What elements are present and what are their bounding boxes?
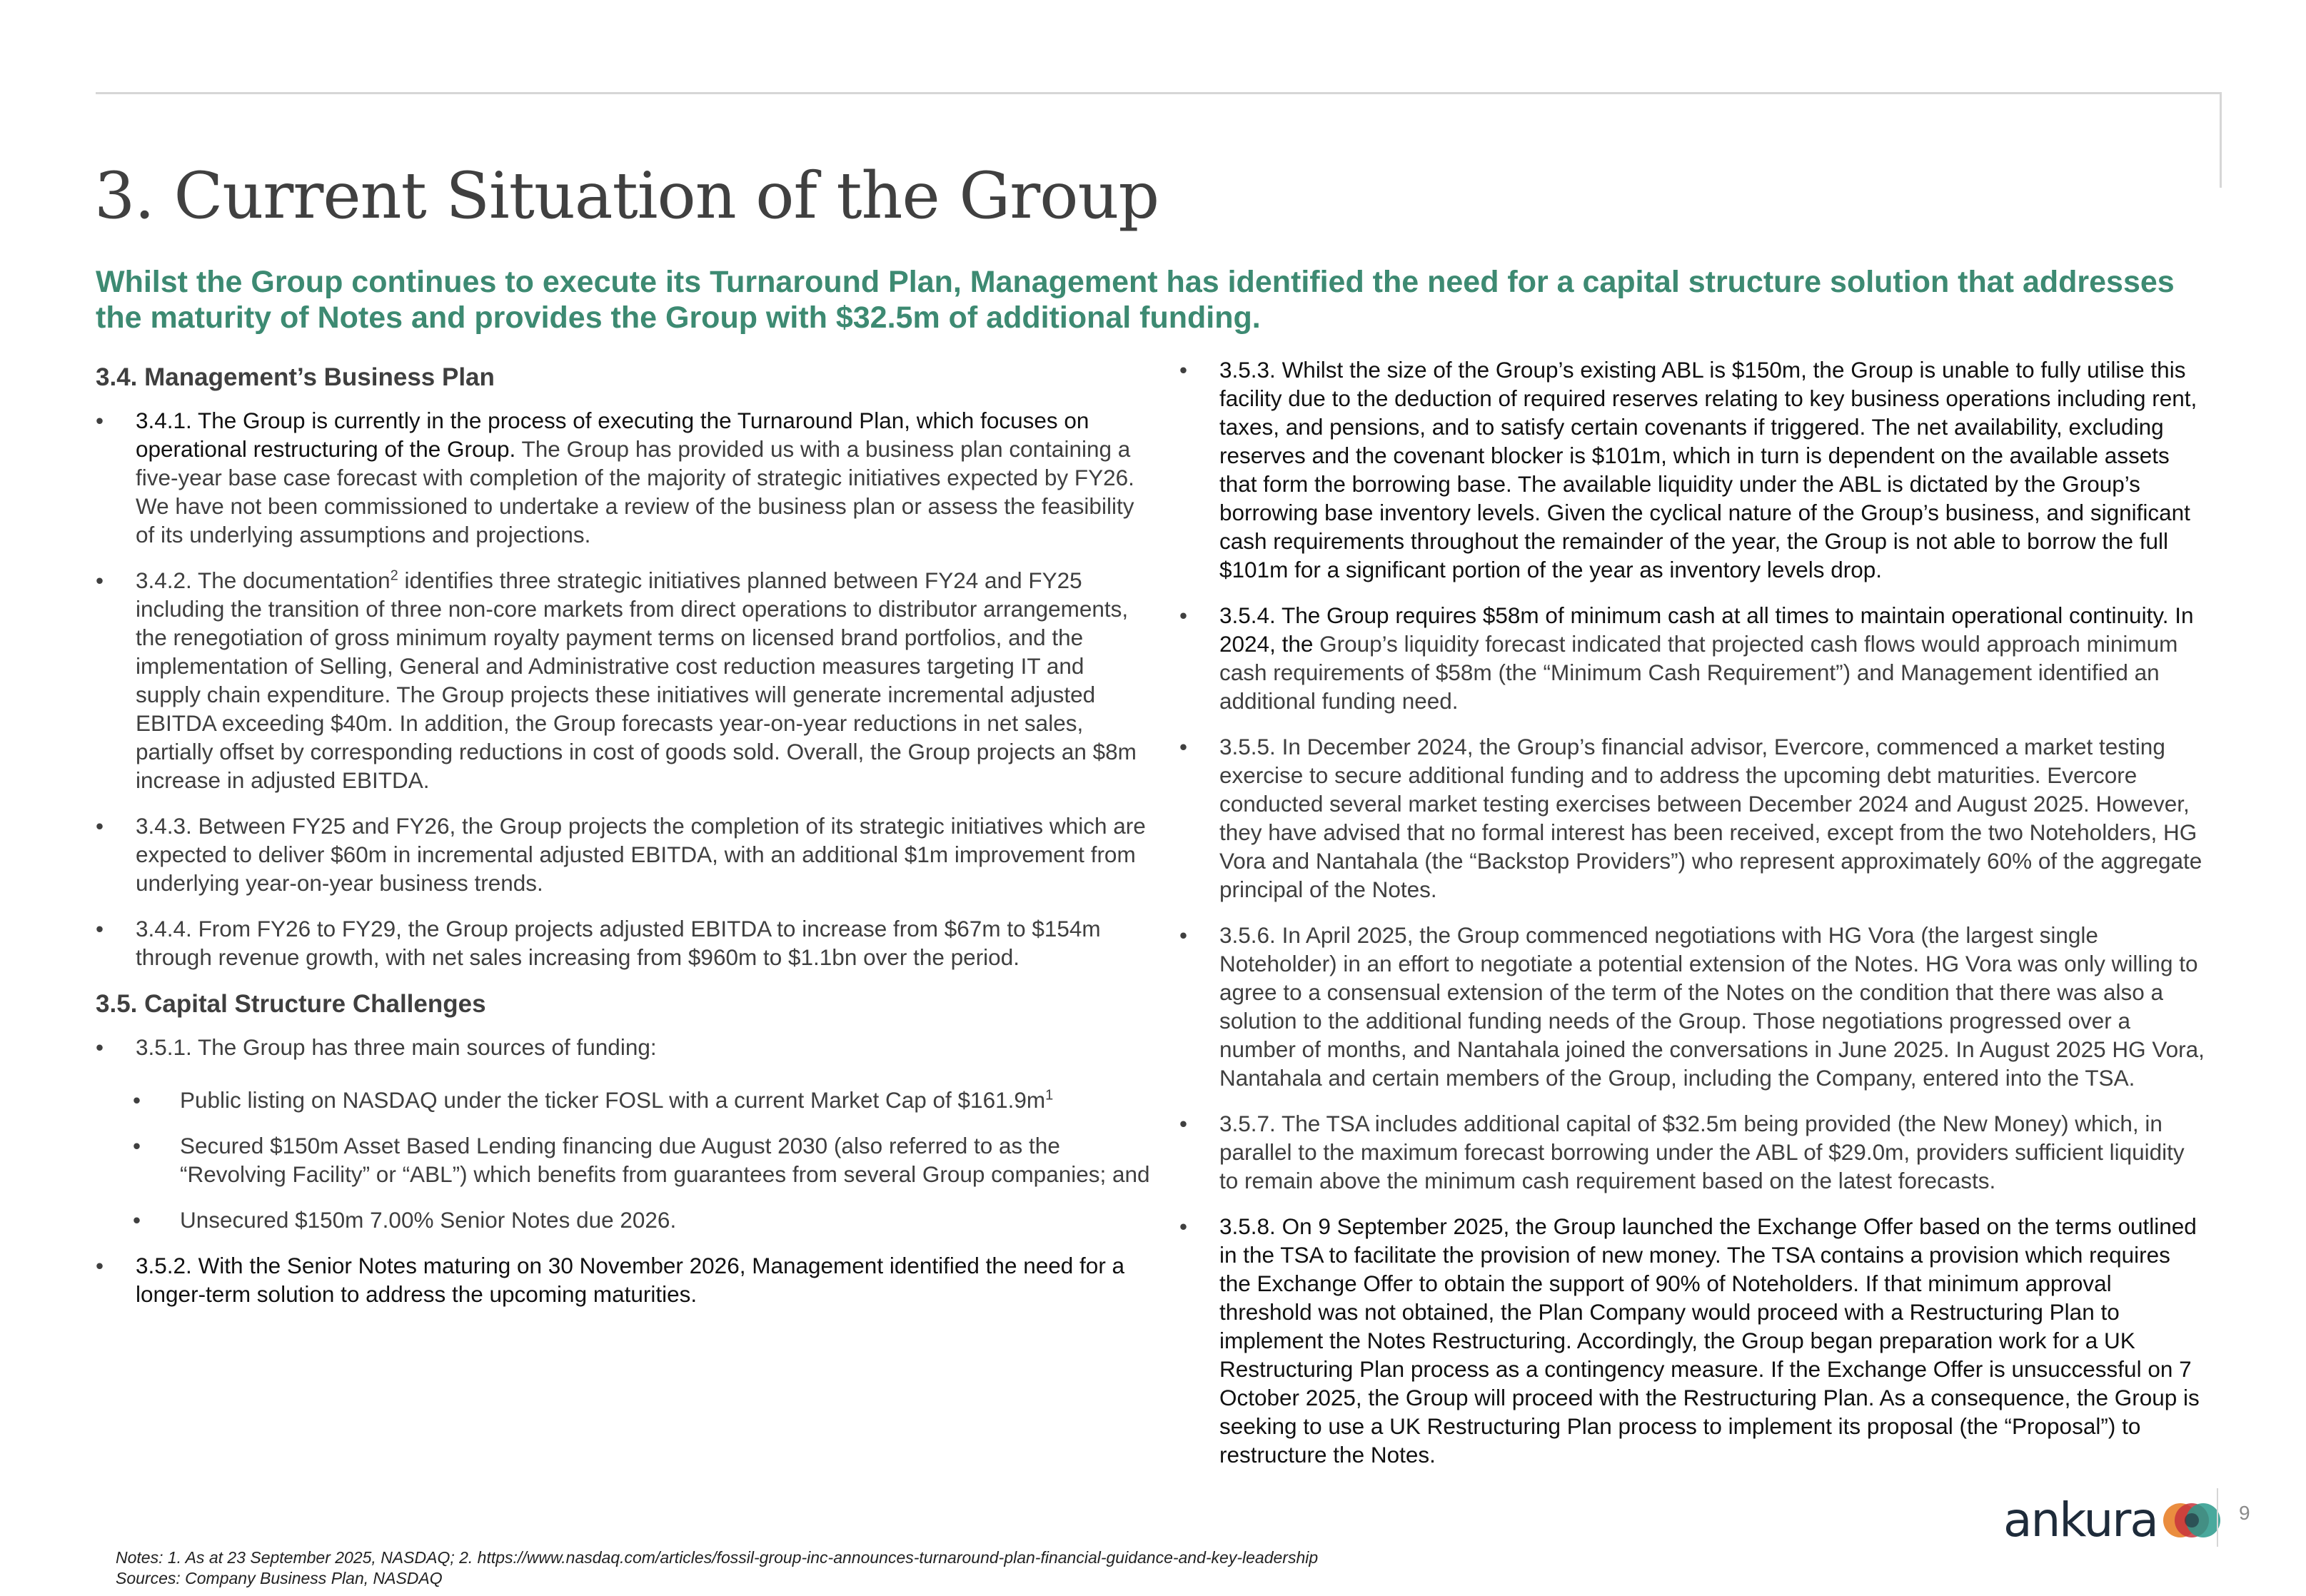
left-column <box>96 362 1152 1325</box>
logo-circles-icon <box>2162 1497 2222 1543</box>
list-item-3-5-6: • 3.5.6. In April 2025, the Group commenced negotiations with HG Vora (the largest single Noteholder) in an effort to negotiate a potential extension of the Notes. HG Vora was only willing to agree to a consensual extension of the term of the Notes on the condition that there was also a solution to the additional funding needs of the Group. Those negotiations progressed over a number of months, and Nantahala joined the conversations in June 2025. In August 2025 HG Vora, Nantahala and certain members of the Group, including the Company, entered into the TSA. <box>1179 921 2207 1092</box>
p342-a: 3.4.2. The documentation <box>136 567 391 593</box>
section-heading-business-plan: 3.4. Management’s Business Plan <box>96 363 495 391</box>
right-column <box>1179 355 2207 1486</box>
top-right-rule <box>2220 92 2222 188</box>
funding-item-nasdaq <box>96 1086 1152 1114</box>
funding-item-abl: • Secured $150m Asset Based Lending financing due August 2030 (also referred to as the “Revolving Facility” or “ABL”) which benefits from guarantees from several Group companies; and <box>96 1131 1152 1188</box>
sub1-text: Public listing on NASDAQ under the ticker FOSL with a current Market Cap of $161.9m <box>180 1087 1046 1113</box>
list-item-3-5-2: • 3.5.2. With the Senior Notes maturing on 30 November 2026, Management identified the need for a longer-term solution to address the upcoming maturities. <box>96 1251 1152 1308</box>
p342-b: identifies three strategic initiatives planned between FY24 and FY25 including the transition of three non-core markets from direct operations to distributor arrangements, the renegotiation of gross minimum royalty payment terms on licensed brand portfolios, and the implementation of Selling, General and Administrative cost reduction measures targeting IT and supply chain expenditure. The Group projects these initiatives will generate incremental adjusted EBITDA exceeding $40m. In addition, the Group forecasts year-on-year reductions in net sales, partially offset by corresponding reductions in cost of goods sold. Overall, the Group projects an $8m increase in adjusted EBITDA. <box>136 567 1137 793</box>
capital-structure-list <box>96 1033 1152 1308</box>
top-rule <box>96 92 2222 94</box>
p354-lead: 3.5.4. The Group requires $58m of minimum cash at all times to maintain operational continuity. In 2024, the <box>1219 602 2194 657</box>
section-heading-capital-structure: 3.5. Capital Structure Challenges <box>96 990 486 1018</box>
capital-structure-list-cont <box>1179 355 2207 1469</box>
page-title: 3. Current Situation of the Group <box>94 158 1159 233</box>
list-item-3-5-8: • 3.5.8. On 9 September 2025, the Group launched the Exchange Offer based on the terms outlined in the TSA to facilitate the provision of new money. The TSA contains a provision which requires the Exchange Offer to obtain the support of 90% of Noteholders. If that minimum approval threshold was not obtained, the Plan Company would proceed with a Restructuring Plan to implement the Notes Restructuring. Accordingly, the Group began preparation work for a UK Restructuring Plan process as a contingency measure. If the Exchange Offer is unsuccessful on 7 October 2025, the Group will proceed with the Restructuring Plan. As a consequence, the Group is seeking to use a UK Restructuring Plan process to implement its proposal (the “Proposal”) to restructure the Notes. <box>1179 1212 2207 1469</box>
list-item-3-5-4 <box>1179 601 2207 715</box>
list-item-3-5-3: • 3.5.3. Whilst the size of the Group’s existing ABL is $150m, the Group is unable to fully utilise this facility due to the deduction of required reserves relating to key business operations including rent, taxes, and pensions, and to satisfy certain covenants if triggered. The net availability, excluding reserves and the covenant blocker is $101m, which in turn is dependent on the available assets that form the borrowing base. The available liquidity under the ABL is dictated by the Group’s borrowing base inventory levels. Given the cyclical nature of the Group’s business, and significant cash requirements throughout the remainder of the year, the Group is not able to borrow the full $101m for a significant portion of the year as inventory levels drop. <box>1179 355 2207 584</box>
p341-lead: 3.4.1. The Group is currently in the process of executing the Turnaround Plan, which focuses on operational restructuring of the Group. <box>136 408 1089 462</box>
list-item-3-4-2 <box>96 566 1152 794</box>
footer-divider <box>2217 1488 2218 1547</box>
page-number: 9 <box>2239 1502 2250 1524</box>
list-item-3-4-4: • 3.4.4. From FY26 to FY29, the Group projects adjusted EBITDA to increase from $67m to $154m through revenue growth, with net sales increasing from $960m to $1.1bn over the period. <box>96 914 1152 971</box>
p351: 3.5.1. The Group has three main sources of funding: <box>136 1034 657 1060</box>
business-plan-list <box>96 406 1152 971</box>
page-subtitle: Whilst the Group continues to execute its Turnaround Plan, Management has identified the need for a capital structure solution that addresses the maturity of Notes and provides the Group with $32.5m of additional funding. <box>96 265 2175 335</box>
list-item-3-5-1 <box>96 1033 1152 1234</box>
p354-rest: Group’s liquidity forecast indicated that projected cash flows would approach minimum cash requirements of $58m (the “Minimum Cash Requirement”) and Management identified an additional funding need. <box>1219 631 2178 714</box>
list-item-3-4-3: • 3.4.3. Between FY25 and FY26, the Group projects the completion of its strategic initiatives which are expected to deliver $60m in incremental adjusted EBITDA, with an additional $1m improvement from underlying year-on-year business trends. <box>96 812 1152 897</box>
p341-rest: The Group has provided us with a business plan containing a five-year base case forecast with completion of the majority of strategic initiatives expected by FY26. We have not been commissioned to undertake a review of the business plan or assess the feasibility of its underlying assumptions and projections. <box>136 436 1134 547</box>
funding-sources-list <box>96 1086 1152 1234</box>
ankura-logo <box>2003 1493 2222 1547</box>
list-item-3-5-5: • 3.5.5. In December 2024, the Group’s financial advisor, Evercore, commenced a market testing exercise to secure additional funding and to address the upcoming debt maturities. Evercore conducted several market testing exercises between December 2024 and August 2025. However, they have advised that no formal interest has been received, except from the two Noteholders, HG Vora and Nantahala (the “Backstop Providers”) who represent approximately 60% of the aggregate principal of the Notes. <box>1179 732 2207 904</box>
footnote-ref-1: 1 <box>1045 1087 1054 1103</box>
footnote-ref-2: 2 <box>390 567 398 584</box>
footnotes <box>116 1547 1318 1589</box>
sources-line: Sources: Company Business Plan, NASDAQ <box>116 1569 443 1587</box>
list-item-3-5-7: • 3.5.7. The TSA includes additional capital of $32.5m being provided (the New Money) which, in parallel to the maximum forecast borrowing under the ABL of $29.0m, providers sufficient liquidity to remain above the minimum cash requirement based on the latest forecasts. <box>1179 1109 2207 1195</box>
funding-item-senior-notes: • Unsecured $150m 7.00% Senior Notes due 2026. <box>96 1206 1152 1234</box>
list-item-3-4-1 <box>96 406 1152 549</box>
logo-wordmark: ankura <box>2003 1493 2158 1547</box>
notes-line: Notes: 1. As at 23 September 2025, NASDAQ; 2. https://www.nasdaq.com/articles/fossil-group-inc-announces-turnaround-plan-financial-guidance-and-key-leadership <box>116 1548 1319 1567</box>
